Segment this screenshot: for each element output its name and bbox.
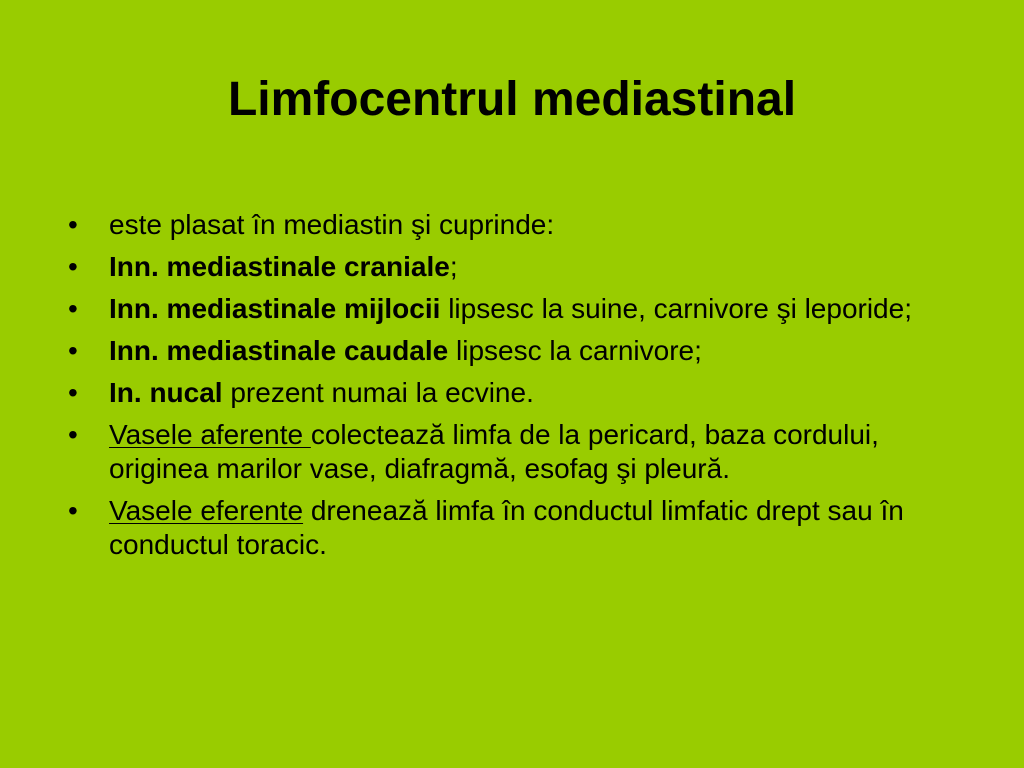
bullet-term-underlined: Vasele aferente bbox=[109, 419, 311, 450]
bullet-text: prezent numai la ecvine. bbox=[222, 377, 534, 408]
bullet-item bbox=[68, 418, 968, 486]
bullet-list bbox=[68, 208, 968, 570]
bullet-text: este plasat în mediastin şi cuprinde: bbox=[109, 209, 555, 240]
bullet-marker: • bbox=[68, 293, 78, 324]
bullet-marker: • bbox=[68, 209, 78, 240]
bullet-text: lipsesc la suine, carnivore şi leporide; bbox=[440, 293, 912, 324]
bullet-marker: • bbox=[68, 251, 78, 282]
bullet-term-underlined: Vasele eferente bbox=[109, 495, 304, 526]
bullet-item bbox=[68, 250, 968, 284]
bullet-item bbox=[68, 208, 968, 242]
bullet-marker: • bbox=[68, 335, 78, 366]
bullet-term: Inn. mediastinale caudale bbox=[109, 335, 449, 366]
bullet-text: drenează limfa în conductul limfatic drept sau în conductul toracic. bbox=[109, 495, 904, 560]
bullet-item bbox=[68, 334, 968, 368]
bullet-text: colectează limfa de la pericard, baza cordului, originea marilor vase, diafragmă, esofag şi pleură. bbox=[109, 419, 879, 484]
bullet-item bbox=[68, 292, 968, 326]
bullet-marker: • bbox=[68, 377, 78, 408]
bullet-marker: • bbox=[68, 495, 78, 526]
bullet-term: In. nucal bbox=[109, 377, 223, 408]
bullet-term: Inn. mediastinale craniale bbox=[109, 251, 450, 282]
bullet-term: Inn. mediastinale mijlocii bbox=[109, 293, 441, 324]
bullet-item bbox=[68, 494, 968, 562]
slide-title: Limfocentrul mediastinal bbox=[227, 73, 797, 126]
bullet-item bbox=[68, 376, 968, 410]
bullet-marker: • bbox=[68, 419, 78, 450]
bullet-text: ; bbox=[449, 251, 458, 282]
bullet-text: lipsesc la carnivore; bbox=[448, 335, 702, 366]
